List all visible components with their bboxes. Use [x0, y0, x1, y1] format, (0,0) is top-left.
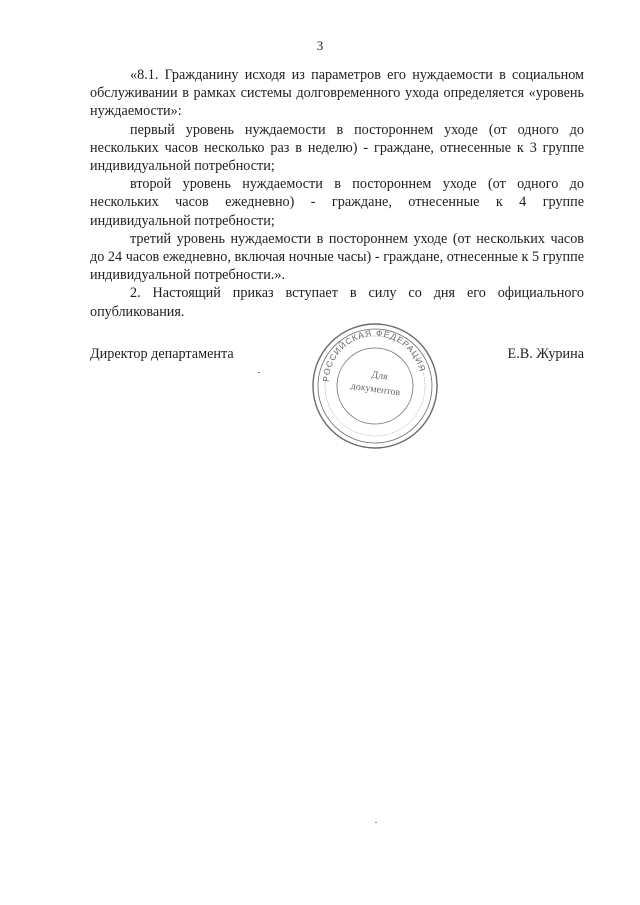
paragraph-8-1: «8.1. Гражданину исходя из параметров его нуждаемости в социальном обслуживании в рамках системы долговременного ухода определяется «уровень нуждаемости»:	[90, 67, 584, 120]
paragraph-level-1: первый уровень нуждаемости в постороннем уходе (от одного до нескольких часов несколько раз в неделю) - граждане, отнесенные к 3 группе индивидуальной потребности;	[90, 121, 584, 175]
scan-speck	[375, 822, 377, 823]
paragraph-level-2: второй уровень нуждаемости в постороннем уходе (от одного до нескольких часов ежедневно) - граждане, отнесенные к 4 группе индивидуальной потребности;	[90, 176, 584, 229]
official-seal	[310, 316, 440, 456]
paragraph-level-3: третий уровень нуждаемости в постороннем уходе (от нескольких часов до 24 часов ежедневно, включая ночные часы) - граждане, отнесенные к 5 группе индивидуальной потребности.».	[90, 230, 584, 284]
page-number: 3	[316, 38, 324, 53]
signatory-name: Е.В. Журина	[507, 346, 584, 362]
signatory-position: Директор департамента	[90, 346, 234, 362]
seal-outer-text: РОССИЙСКАЯ ФЕДЕРАЦИЯ	[320, 327, 428, 383]
seal-center-text-1: Для	[370, 369, 389, 383]
paragraph-effective-date: 2. Настоящий приказ вступает в силу со дня его официального опубликования.	[90, 285, 584, 320]
scan-speck	[258, 372, 260, 373]
order-text	[90, 66, 584, 321]
seal-center-text-2: документов	[350, 380, 401, 399]
